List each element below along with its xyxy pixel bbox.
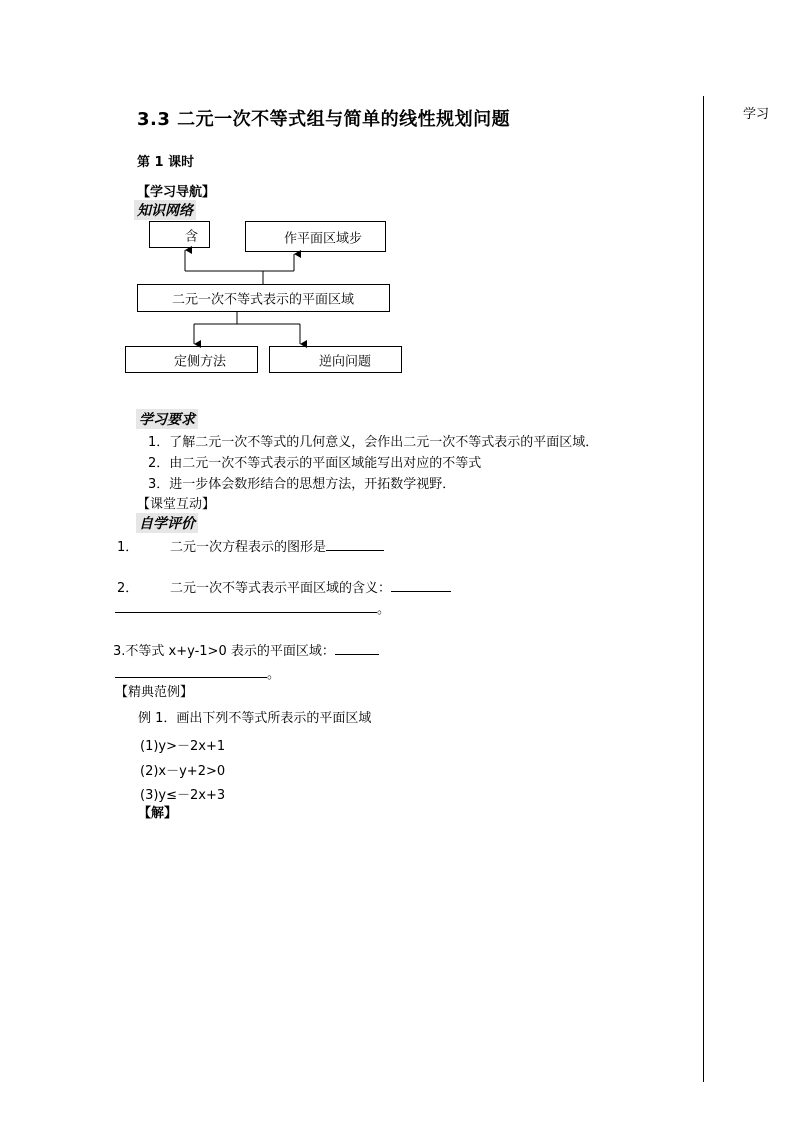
requirement-item: 3．进一步体会数形结合的思想方法，开拓数学视野． <box>148 477 456 492</box>
answer-blank[interactable] <box>115 611 377 613</box>
example-1-title: 例 1．画出下列不等式所表示的平面区域 <box>138 711 372 726</box>
question-2-text: 二元一次不等式表示平面区域的含义： <box>170 581 392 596</box>
question-2-end: 。 <box>377 602 391 617</box>
question-1-number: 1． <box>117 540 139 555</box>
requirement-item: 2．由二元一次不等式表示的平面区域能写出对应的不等式 <box>148 456 482 471</box>
question-3 <box>113 640 379 659</box>
question-2-number: 2． <box>117 581 139 596</box>
question-3-continuation <box>115 663 280 682</box>
diagram-box-inverse-label: 逆向问题 <box>319 354 372 369</box>
interaction-heading: 【课堂互动】 <box>137 497 216 512</box>
answer-blank[interactable] <box>335 653 379 655</box>
lesson-label: 第 1 课时 <box>137 155 195 170</box>
question-3-text: 3.不等式 x+y-1>0 表示的平面区域： <box>113 644 335 659</box>
diagram-box-steps-label: 作平面区域步 <box>284 231 363 246</box>
requirements-label: 学习要求 <box>136 409 198 429</box>
examples-heading: 【精典范例】 <box>115 685 194 700</box>
example-item: (3)y≤－2x+3 <box>140 788 226 803</box>
diagram-box-side-method-label: 定侧方法 <box>174 354 227 369</box>
question-2 <box>170 577 451 596</box>
question-3-end: 。 <box>267 667 281 682</box>
document-title: 3.3 二元一次不等式组与简单的线性规划问题 <box>137 109 511 130</box>
network-label: 知识网络 <box>134 200 196 220</box>
self-eval-label: 自学评价 <box>136 513 198 533</box>
example-item: (1)y>－2x+1 <box>140 739 226 754</box>
solution-label: 【解】 <box>138 806 178 821</box>
requirement-item: 1．了解二元一次不等式的几何意义，会作出二元一次不等式表示的平面区域． <box>148 435 599 450</box>
answer-blank[interactable] <box>326 549 384 551</box>
example-item: (2)x－y+2>0 <box>140 764 226 779</box>
question-2-continuation <box>115 598 390 617</box>
answer-blank[interactable] <box>115 676 267 678</box>
diagram-box-contain-label: 含 <box>185 229 199 244</box>
diagram-box-region-label: 二元一次不等式表示的平面区域 <box>172 292 355 308</box>
side-note: 学习 <box>743 107 770 122</box>
question-1 <box>170 536 384 555</box>
nav-heading: 【学习导航】 <box>137 185 216 200</box>
question-1-text: 二元一次方程表示的图形是 <box>170 540 327 555</box>
answer-blank[interactable] <box>391 590 451 592</box>
